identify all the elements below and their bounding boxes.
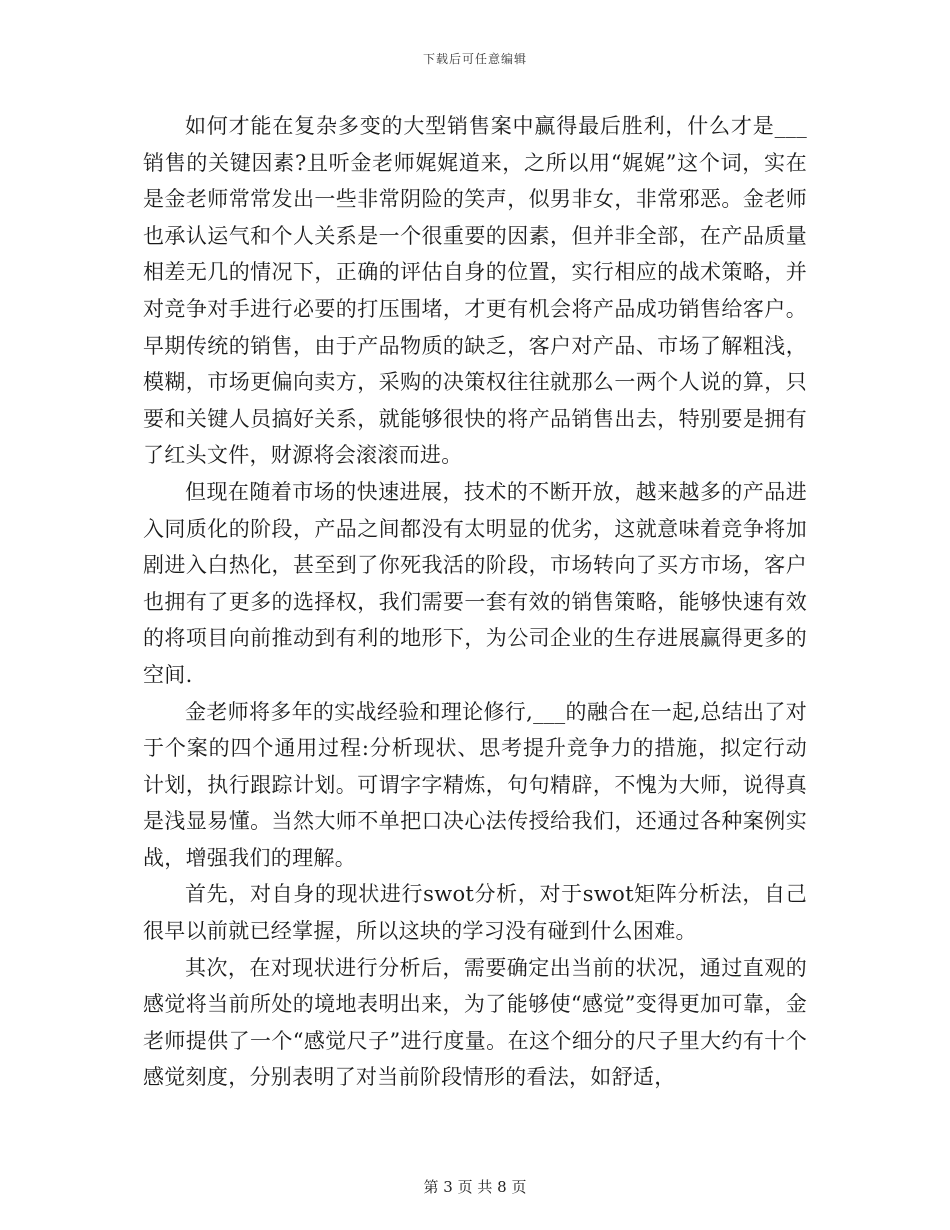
document-body [143, 108, 807, 1096]
paragraph-5: 其次，在对现状进行分析后，需要确定出当前的状况，通过直观的感觉将当前所处的境地表明出来，为了能够使“感觉”变得更加可靠，金老师提供了一个“感觉尺子”进行度量。在这个细分的尺子里大约有十个感觉刻度，分别表明了对当前阶段情形的看法，如舒适， [143, 955, 807, 1090]
paragraph-2: 但现在随着市场的快速进展，技术的不断开放，越来越多的产品进入同质化的阶段，产品之间都没有太明显的优劣，这就意味着竞争将加剧进入白热化，甚至到了你死我活的阶段，市场转向了买方市场，客户也拥有了更多的选择权，我们需要一套有效的销售策略，能够快速有效的将项目向前推动到有利的地形下，为公司企业的生存进展赢得更多的空间. [143, 479, 807, 687]
paragraph-3: 金老师将多年的实战经验和理论修行,___的融合在一起,总结出了对于个案的四个通用过程:分析现状、思考提升竞争力的措施，拟定行动计划，执行跟踪计划。可谓字字精炼，句句精辟，不愧为大师，说得真是浅显易懂。当然大师不单把口决心法传授给我们，还通过各种案例实战，增强我们的理解。 [143, 699, 807, 870]
page-number-footer: 第 3 页 共 8 页 [423, 1178, 527, 1196]
page-header: 下载后可任意编辑 [422, 52, 527, 66]
paragraph-4: 首先，对自身的现状进行swot分析，对于swot矩阵分析法，自己很早以前就已经掌握，所以这块的学习没有碰到什么困难。 [143, 882, 807, 944]
paragraph-1: 如何才能在复杂多变的大型销售案中赢得最后胜利，什么才是___销售的关键因素?且听金老师娓娓道来，之所以用“娓娓”这个词，实在是金老师常常发出一些非常阴险的笑声，似男非女，非常邪恶。金老师也承认运气和个人关系是一个很重要的因素，但并非全部，在产品质量相差无几的情况下，正确的评估自身的位置，实行相应的战术策略，并对竞争对手进行必要的打压围堵，才更有机会将产品成功销售给客户。早期传统的销售，由于产品物质的缺乏，客户对产品、市场了解粗浅，模糊，市场更偏向卖方，采购的决策权往往就那么一两个人说的算，只要和关键人员搞好关系，就能够很快的将产品销售出去，特别要是拥有了红头文件，财源将会滚滚而进。 [143, 114, 807, 468]
